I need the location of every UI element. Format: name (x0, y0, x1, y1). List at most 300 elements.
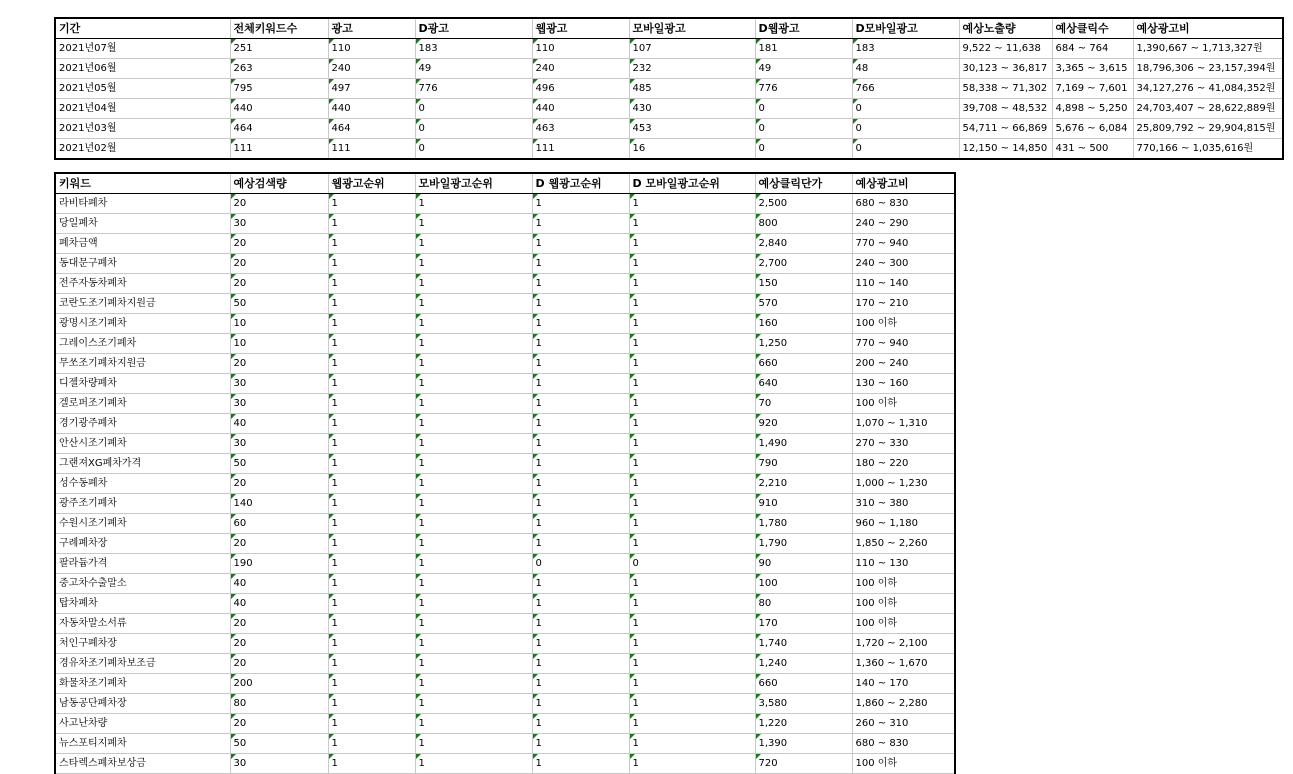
table-cell[interactable]: 1 (629, 314, 755, 334)
table-cell[interactable]: 496 (532, 79, 629, 99)
table-cell[interactable]: 12,150 ~ 14,850 (959, 139, 1052, 160)
table-cell[interactable]: 중고차수출말소 (55, 574, 230, 594)
table-cell[interactable]: 9,522 ~ 11,638 (959, 39, 1052, 59)
table-cell[interactable]: 폐차금액 (55, 234, 230, 254)
table-cell[interactable]: 183 (852, 39, 959, 59)
table-cell[interactable]: 1 (328, 414, 415, 434)
table-cell[interactable]: 260 ~ 310 (852, 714, 955, 734)
column-header[interactable]: D 모바일광고순위 (629, 173, 755, 194)
table-cell[interactable]: 790 (755, 454, 852, 474)
table-cell[interactable]: 1 (629, 234, 755, 254)
table-cell[interactable]: 240 ~ 290 (852, 214, 955, 234)
table-cell[interactable]: 183 (415, 39, 532, 59)
table-cell[interactable]: 170 (755, 614, 852, 634)
table-cell[interactable]: 1 (532, 534, 629, 554)
table-cell[interactable]: 58,338 ~ 71,302 (959, 79, 1052, 99)
column-header[interactable]: D 웹광고순위 (532, 173, 629, 194)
table-cell[interactable]: 20 (230, 254, 328, 274)
table-cell[interactable]: 181 (755, 39, 852, 59)
table-cell[interactable]: 3,365 ~ 3,615 (1052, 59, 1133, 79)
table-cell[interactable]: 디젤차량폐차 (55, 374, 230, 394)
table-cell[interactable]: 1 (532, 614, 629, 634)
column-header[interactable]: 웹광고 (532, 18, 629, 39)
table-cell[interactable]: 2021년02월 (55, 139, 230, 160)
table-cell[interactable]: 1,780 (755, 514, 852, 534)
table-cell[interactable]: 1 (415, 694, 532, 714)
table-cell[interactable]: 110 (328, 39, 415, 59)
table-cell[interactable]: 1,390,667 ~ 1,713,327원 (1133, 39, 1283, 59)
table-cell[interactable]: 1 (532, 734, 629, 754)
table-cell[interactable]: 110 ~ 140 (852, 274, 955, 294)
table-cell[interactable]: 0 (415, 119, 532, 139)
table-cell[interactable]: 100 이하 (852, 594, 955, 614)
table-cell[interactable]: 770 ~ 940 (852, 234, 955, 254)
table-cell[interactable]: 80 (755, 594, 852, 614)
table-cell[interactable]: 1 (415, 414, 532, 434)
table-cell[interactable]: 2021년04월 (55, 99, 230, 119)
table-cell[interactable]: 464 (230, 119, 328, 139)
table-cell[interactable]: 1 (328, 554, 415, 574)
table-cell[interactable]: 720 (755, 754, 852, 774)
table-cell[interactable]: 240 (328, 59, 415, 79)
table-cell[interactable]: 1 (415, 494, 532, 514)
table-cell[interactable]: 1 (415, 754, 532, 774)
table-cell[interactable]: 1 (415, 234, 532, 254)
table-cell[interactable]: 160 (755, 314, 852, 334)
table-cell[interactable]: 680 ~ 830 (852, 734, 955, 754)
table-cell[interactable]: 20 (230, 534, 328, 554)
table-cell[interactable]: 660 (755, 354, 852, 374)
table-cell[interactable]: 1 (629, 754, 755, 774)
table-cell[interactable]: 20 (230, 234, 328, 254)
column-header[interactable]: D모바일광고 (852, 18, 959, 39)
column-header[interactable]: 전체키워드수 (230, 18, 328, 39)
table-cell[interactable]: 1 (629, 354, 755, 374)
table-cell[interactable]: 0 (415, 139, 532, 160)
table-cell[interactable]: 1,720 ~ 2,100 (852, 634, 955, 654)
table-cell[interactable]: 70 (755, 394, 852, 414)
table-cell[interactable]: 1 (532, 454, 629, 474)
table-cell[interactable]: 1 (629, 514, 755, 534)
table-cell[interactable]: 1,360 ~ 1,670 (852, 654, 955, 674)
table-cell[interactable]: 광명시조기폐차 (55, 314, 230, 334)
table-cell[interactable]: 170 ~ 210 (852, 294, 955, 314)
table-cell[interactable]: 0 (852, 99, 959, 119)
table-cell[interactable]: 1 (629, 654, 755, 674)
table-cell[interactable]: 39,708 ~ 48,532 (959, 99, 1052, 119)
table-cell[interactable]: 1 (328, 514, 415, 534)
table-cell[interactable]: 1 (629, 714, 755, 734)
table-cell[interactable]: 20 (230, 614, 328, 634)
table-cell[interactable]: 경기광주폐차 (55, 414, 230, 434)
table-cell[interactable]: 10 (230, 334, 328, 354)
table-cell[interactable]: 전주자동차폐차 (55, 274, 230, 294)
table-cell[interactable]: 1 (629, 734, 755, 754)
table-cell[interactable]: 1 (415, 374, 532, 394)
table-cell[interactable]: 2,210 (755, 474, 852, 494)
table-cell[interactable]: 0 (852, 119, 959, 139)
column-header[interactable]: 예상클릭단가 (755, 173, 852, 194)
table-cell[interactable]: 640 (755, 374, 852, 394)
table-cell[interactable]: 2,500 (755, 194, 852, 214)
table-cell[interactable]: 1 (415, 334, 532, 354)
table-cell[interactable]: 1 (415, 714, 532, 734)
table-cell[interactable]: 1 (532, 334, 629, 354)
table-cell[interactable]: 3,580 (755, 694, 852, 714)
table-cell[interactable]: 30 (230, 214, 328, 234)
table-cell[interactable]: 1 (532, 314, 629, 334)
table-cell[interactable]: 1 (629, 594, 755, 614)
table-cell[interactable]: 463 (532, 119, 629, 139)
table-cell[interactable]: 1 (328, 614, 415, 634)
table-cell[interactable]: 40 (230, 414, 328, 434)
table-cell[interactable]: 110 (532, 39, 629, 59)
table-cell[interactable]: 1 (328, 274, 415, 294)
table-cell[interactable]: 1 (629, 454, 755, 474)
column-header[interactable]: 기간 (55, 18, 230, 39)
table-cell[interactable]: 1 (328, 594, 415, 614)
table-cell[interactable]: 1 (532, 434, 629, 454)
table-cell[interactable]: 1 (629, 534, 755, 554)
column-header[interactable]: 예상광고비 (1133, 18, 1283, 39)
table-cell[interactable]: 그랜져XG폐차가격 (55, 454, 230, 474)
table-cell[interactable]: 48 (852, 59, 959, 79)
table-cell[interactable]: 1 (328, 314, 415, 334)
table-cell[interactable]: 코란도조기폐차지원금 (55, 294, 230, 314)
table-cell[interactable]: 130 ~ 160 (852, 374, 955, 394)
table-cell[interactable]: 1 (629, 394, 755, 414)
table-cell[interactable]: 20 (230, 654, 328, 674)
table-cell[interactable]: 1,250 (755, 334, 852, 354)
table-cell[interactable]: 60 (230, 514, 328, 534)
table-cell[interactable]: 766 (852, 79, 959, 99)
table-cell[interactable]: 1 (629, 294, 755, 314)
table-cell[interactable]: 광주조기폐차 (55, 494, 230, 514)
table-cell[interactable]: 1 (415, 214, 532, 234)
table-cell[interactable]: 1 (532, 294, 629, 314)
column-header[interactable]: 모바일광고 (629, 18, 755, 39)
table-cell[interactable]: 270 ~ 330 (852, 434, 955, 454)
table-cell[interactable]: 1 (328, 634, 415, 654)
table-cell[interactable]: 100 이하 (852, 314, 955, 334)
table-cell[interactable]: 1 (415, 654, 532, 674)
table-cell[interactable]: 0 (755, 119, 852, 139)
table-cell[interactable]: 240 ~ 300 (852, 254, 955, 274)
table-cell[interactable]: 1 (328, 534, 415, 554)
table-cell[interactable]: 1 (415, 594, 532, 614)
table-cell[interactable]: 1 (532, 574, 629, 594)
table-cell[interactable]: 1 (415, 514, 532, 534)
table-cell[interactable]: 1 (532, 594, 629, 614)
table-cell[interactable]: 라비타폐차 (55, 194, 230, 214)
table-cell[interactable]: 20 (230, 714, 328, 734)
table-cell[interactable]: 1 (415, 434, 532, 454)
table-cell[interactable]: 660 (755, 674, 852, 694)
table-cell[interactable]: 1 (328, 374, 415, 394)
table-cell[interactable]: 1 (328, 734, 415, 754)
table-cell[interactable]: 1 (532, 494, 629, 514)
table-cell[interactable]: 1 (532, 274, 629, 294)
table-cell[interactable]: 25,809,792 ~ 29,904,815원 (1133, 119, 1283, 139)
table-cell[interactable]: 1 (532, 214, 629, 234)
table-cell[interactable]: 1 (328, 294, 415, 314)
table-cell[interactable]: 당일폐차 (55, 214, 230, 234)
table-cell[interactable]: 1 (532, 474, 629, 494)
table-cell[interactable]: 1,390 (755, 734, 852, 754)
table-cell[interactable]: 497 (328, 79, 415, 99)
table-cell[interactable]: 1 (532, 394, 629, 414)
table-cell[interactable]: 1,850 ~ 2,260 (852, 534, 955, 554)
table-cell[interactable]: 464 (328, 119, 415, 139)
table-cell[interactable]: 1 (629, 414, 755, 434)
table-cell[interactable]: 1 (328, 574, 415, 594)
table-cell[interactable]: 1 (629, 634, 755, 654)
table-cell[interactable]: 16 (629, 139, 755, 160)
table-cell[interactable]: 800 (755, 214, 852, 234)
table-cell[interactable]: 100 (755, 574, 852, 594)
table-cell[interactable]: 0 (532, 554, 629, 574)
table-cell[interactable]: 1 (415, 454, 532, 474)
table-cell[interactable]: 49 (755, 59, 852, 79)
table-cell[interactable]: 처인구폐차장 (55, 634, 230, 654)
table-cell[interactable]: 1,000 ~ 1,230 (852, 474, 955, 494)
table-cell[interactable]: 2,840 (755, 234, 852, 254)
table-cell[interactable]: 1 (328, 234, 415, 254)
table-cell[interactable]: 2021년06월 (55, 59, 230, 79)
table-cell[interactable]: 111 (532, 139, 629, 160)
table-cell[interactable]: 18,796,306 ~ 23,157,394원 (1133, 59, 1283, 79)
table-cell[interactable]: 111 (230, 139, 328, 160)
table-cell[interactable]: 1 (532, 194, 629, 214)
table-cell[interactable]: 1,220 (755, 714, 852, 734)
table-cell[interactable]: 경유차조기폐차보조금 (55, 654, 230, 674)
table-cell[interactable]: 776 (415, 79, 532, 99)
table-cell[interactable]: 263 (230, 59, 328, 79)
table-cell[interactable]: 1 (415, 614, 532, 634)
table-cell[interactable]: 1 (328, 694, 415, 714)
table-cell[interactable]: 1 (415, 734, 532, 754)
table-cell[interactable]: 1 (415, 394, 532, 414)
table-cell[interactable]: 구례폐차장 (55, 534, 230, 554)
table-cell[interactable]: 795 (230, 79, 328, 99)
table-cell[interactable]: 1 (629, 434, 755, 454)
table-cell[interactable]: 스타렉스폐차보상금 (55, 754, 230, 774)
table-cell[interactable]: 440 (328, 99, 415, 119)
table-cell[interactable]: 2,700 (755, 254, 852, 274)
table-cell[interactable]: 1 (415, 294, 532, 314)
table-cell[interactable]: 140 ~ 170 (852, 674, 955, 694)
table-cell[interactable]: 2021년05월 (55, 79, 230, 99)
table-cell[interactable]: 1 (629, 254, 755, 274)
table-cell[interactable]: 안산시조기폐차 (55, 434, 230, 454)
table-cell[interactable]: 30 (230, 754, 328, 774)
table-cell[interactable]: 1 (415, 314, 532, 334)
table-cell[interactable]: 107 (629, 39, 755, 59)
table-cell[interactable]: 20 (230, 194, 328, 214)
table-cell[interactable]: 화물차조기폐차 (55, 674, 230, 694)
table-cell[interactable]: 310 ~ 380 (852, 494, 955, 514)
table-cell[interactable]: 100 이하 (852, 574, 955, 594)
table-cell[interactable]: 1 (415, 554, 532, 574)
table-cell[interactable]: 1 (328, 194, 415, 214)
table-cell[interactable]: 190 (230, 554, 328, 574)
column-header[interactable]: 모바일광고순위 (415, 173, 532, 194)
table-cell[interactable]: 1 (532, 254, 629, 274)
table-cell[interactable]: 1 (328, 254, 415, 274)
table-cell[interactable]: 1 (328, 754, 415, 774)
table-cell[interactable]: 2021년07월 (55, 39, 230, 59)
table-cell[interactable]: 남동공단폐차장 (55, 694, 230, 714)
table-cell[interactable]: 1 (415, 674, 532, 694)
table-cell[interactable]: 100 이하 (852, 614, 955, 634)
table-cell[interactable]: 1 (328, 394, 415, 414)
table-cell[interactable]: 20 (230, 274, 328, 294)
table-cell[interactable]: 10 (230, 314, 328, 334)
table-cell[interactable]: 사고난차량 (55, 714, 230, 734)
table-cell[interactable]: 1 (532, 754, 629, 774)
table-cell[interactable]: 30,123 ~ 36,817 (959, 59, 1052, 79)
table-cell[interactable]: 1 (532, 374, 629, 394)
column-header[interactable]: 예상광고비 (852, 173, 955, 194)
table-cell[interactable]: 1 (532, 514, 629, 534)
table-cell[interactable]: 0 (755, 99, 852, 119)
table-cell[interactable]: 1,790 (755, 534, 852, 554)
table-cell[interactable]: 453 (629, 119, 755, 139)
table-cell[interactable]: 50 (230, 454, 328, 474)
table-cell[interactable]: 200 ~ 240 (852, 354, 955, 374)
table-cell[interactable]: 그레이스조기폐차 (55, 334, 230, 354)
table-cell[interactable]: 680 ~ 830 (852, 194, 955, 214)
table-cell[interactable]: 684 ~ 764 (1052, 39, 1133, 59)
table-cell[interactable]: 30 (230, 394, 328, 414)
table-cell[interactable]: 1,240 (755, 654, 852, 674)
table-cell[interactable]: 960 ~ 1,180 (852, 514, 955, 534)
table-cell[interactable]: 1,490 (755, 434, 852, 454)
table-cell[interactable]: 100 이하 (852, 394, 955, 414)
table-cell[interactable]: 1 (415, 354, 532, 374)
table-cell[interactable]: 34,127,276 ~ 41,084,352원 (1133, 79, 1283, 99)
table-cell[interactable]: 1 (629, 214, 755, 234)
table-cell[interactable]: 40 (230, 574, 328, 594)
table-cell[interactable]: 30 (230, 434, 328, 454)
table-cell[interactable]: 동대문구폐차 (55, 254, 230, 274)
table-cell[interactable]: 0 (415, 99, 532, 119)
table-cell[interactable]: 1 (532, 714, 629, 734)
table-cell[interactable]: 20 (230, 354, 328, 374)
table-cell[interactable]: 1,740 (755, 634, 852, 654)
table-cell[interactable]: 770 ~ 940 (852, 334, 955, 354)
table-cell[interactable]: 1 (415, 574, 532, 594)
table-cell[interactable]: 440 (230, 99, 328, 119)
column-header[interactable]: 웹광고순위 (328, 173, 415, 194)
table-cell[interactable]: 251 (230, 39, 328, 59)
table-cell[interactable]: 50 (230, 294, 328, 314)
table-cell[interactable]: 770,166 ~ 1,035,616원 (1133, 139, 1283, 160)
table-cell[interactable]: 1 (532, 414, 629, 434)
table-cell[interactable]: 910 (755, 494, 852, 514)
table-cell[interactable]: 1 (328, 654, 415, 674)
table-cell[interactable]: 1 (328, 674, 415, 694)
table-cell[interactable]: 1 (415, 534, 532, 554)
table-cell[interactable]: 1 (532, 354, 629, 374)
table-cell[interactable]: 50 (230, 734, 328, 754)
table-cell[interactable]: 570 (755, 294, 852, 314)
column-header[interactable]: 예상검색량 (230, 173, 328, 194)
table-cell[interactable]: 겔로퍼조기폐차 (55, 394, 230, 414)
table-cell[interactable]: 200 (230, 674, 328, 694)
table-cell[interactable]: 탑차폐차 (55, 594, 230, 614)
table-cell[interactable]: 90 (755, 554, 852, 574)
table-cell[interactable]: 1 (415, 254, 532, 274)
table-cell[interactable]: 1 (415, 474, 532, 494)
table-cell[interactable]: 180 ~ 220 (852, 454, 955, 474)
table-cell[interactable]: 1 (629, 334, 755, 354)
table-cell[interactable]: 485 (629, 79, 755, 99)
table-cell[interactable]: 240 (532, 59, 629, 79)
table-cell[interactable]: 1 (629, 474, 755, 494)
table-cell[interactable]: 2021년03월 (55, 119, 230, 139)
table-cell[interactable]: 54,711 ~ 66,869 (959, 119, 1052, 139)
table-cell[interactable]: 100 이하 (852, 754, 955, 774)
table-cell[interactable]: 뉴스포티지폐차 (55, 734, 230, 754)
table-cell[interactable]: 5,676 ~ 6,084 (1052, 119, 1133, 139)
table-cell[interactable]: 0 (852, 139, 959, 160)
table-cell[interactable]: 1 (629, 674, 755, 694)
column-header[interactable]: D광고 (415, 18, 532, 39)
table-cell[interactable]: 40 (230, 594, 328, 614)
table-cell[interactable]: 1 (415, 274, 532, 294)
table-cell[interactable]: 431 ~ 500 (1052, 139, 1133, 160)
table-cell[interactable]: 1,070 ~ 1,310 (852, 414, 955, 434)
table-cell[interactable]: 111 (328, 139, 415, 160)
table-cell[interactable]: 1 (415, 194, 532, 214)
table-cell[interactable]: 20 (230, 474, 328, 494)
column-header[interactable]: 키워드 (55, 173, 230, 194)
table-cell[interactable]: 430 (629, 99, 755, 119)
table-cell[interactable]: 1 (532, 634, 629, 654)
table-cell[interactable]: 0 (629, 554, 755, 574)
table-cell[interactable]: 1 (629, 694, 755, 714)
table-cell[interactable]: 1 (629, 274, 755, 294)
table-cell[interactable]: 80 (230, 694, 328, 714)
table-cell[interactable]: 무쏘조기폐차지원금 (55, 354, 230, 374)
table-cell[interactable]: 49 (415, 59, 532, 79)
table-cell[interactable]: 1 (328, 454, 415, 474)
table-cell[interactable]: 232 (629, 59, 755, 79)
table-cell[interactable]: 1 (328, 334, 415, 354)
table-cell[interactable]: 140 (230, 494, 328, 514)
table-cell[interactable]: 1 (629, 614, 755, 634)
table-cell[interactable]: 1 (328, 434, 415, 454)
table-cell[interactable]: 1 (328, 474, 415, 494)
table-cell[interactable]: 776 (755, 79, 852, 99)
table-cell[interactable]: 1,860 ~ 2,280 (852, 694, 955, 714)
table-cell[interactable]: 150 (755, 274, 852, 294)
table-cell[interactable]: 1 (532, 654, 629, 674)
table-cell[interactable]: 30 (230, 374, 328, 394)
table-cell[interactable]: 1 (629, 374, 755, 394)
table-cell[interactable]: 1 (532, 694, 629, 714)
table-cell[interactable]: 24,703,407 ~ 28,622,889원 (1133, 99, 1283, 119)
table-cell[interactable]: 20 (230, 634, 328, 654)
table-cell[interactable]: 920 (755, 414, 852, 434)
column-header[interactable]: 예상노출량 (959, 18, 1052, 39)
table-cell[interactable]: 1 (328, 714, 415, 734)
table-cell[interactable]: 수원시조기폐차 (55, 514, 230, 534)
table-cell[interactable]: 1 (328, 214, 415, 234)
table-cell[interactable]: 1 (328, 494, 415, 514)
table-cell[interactable]: 4,898 ~ 5,250 (1052, 99, 1133, 119)
